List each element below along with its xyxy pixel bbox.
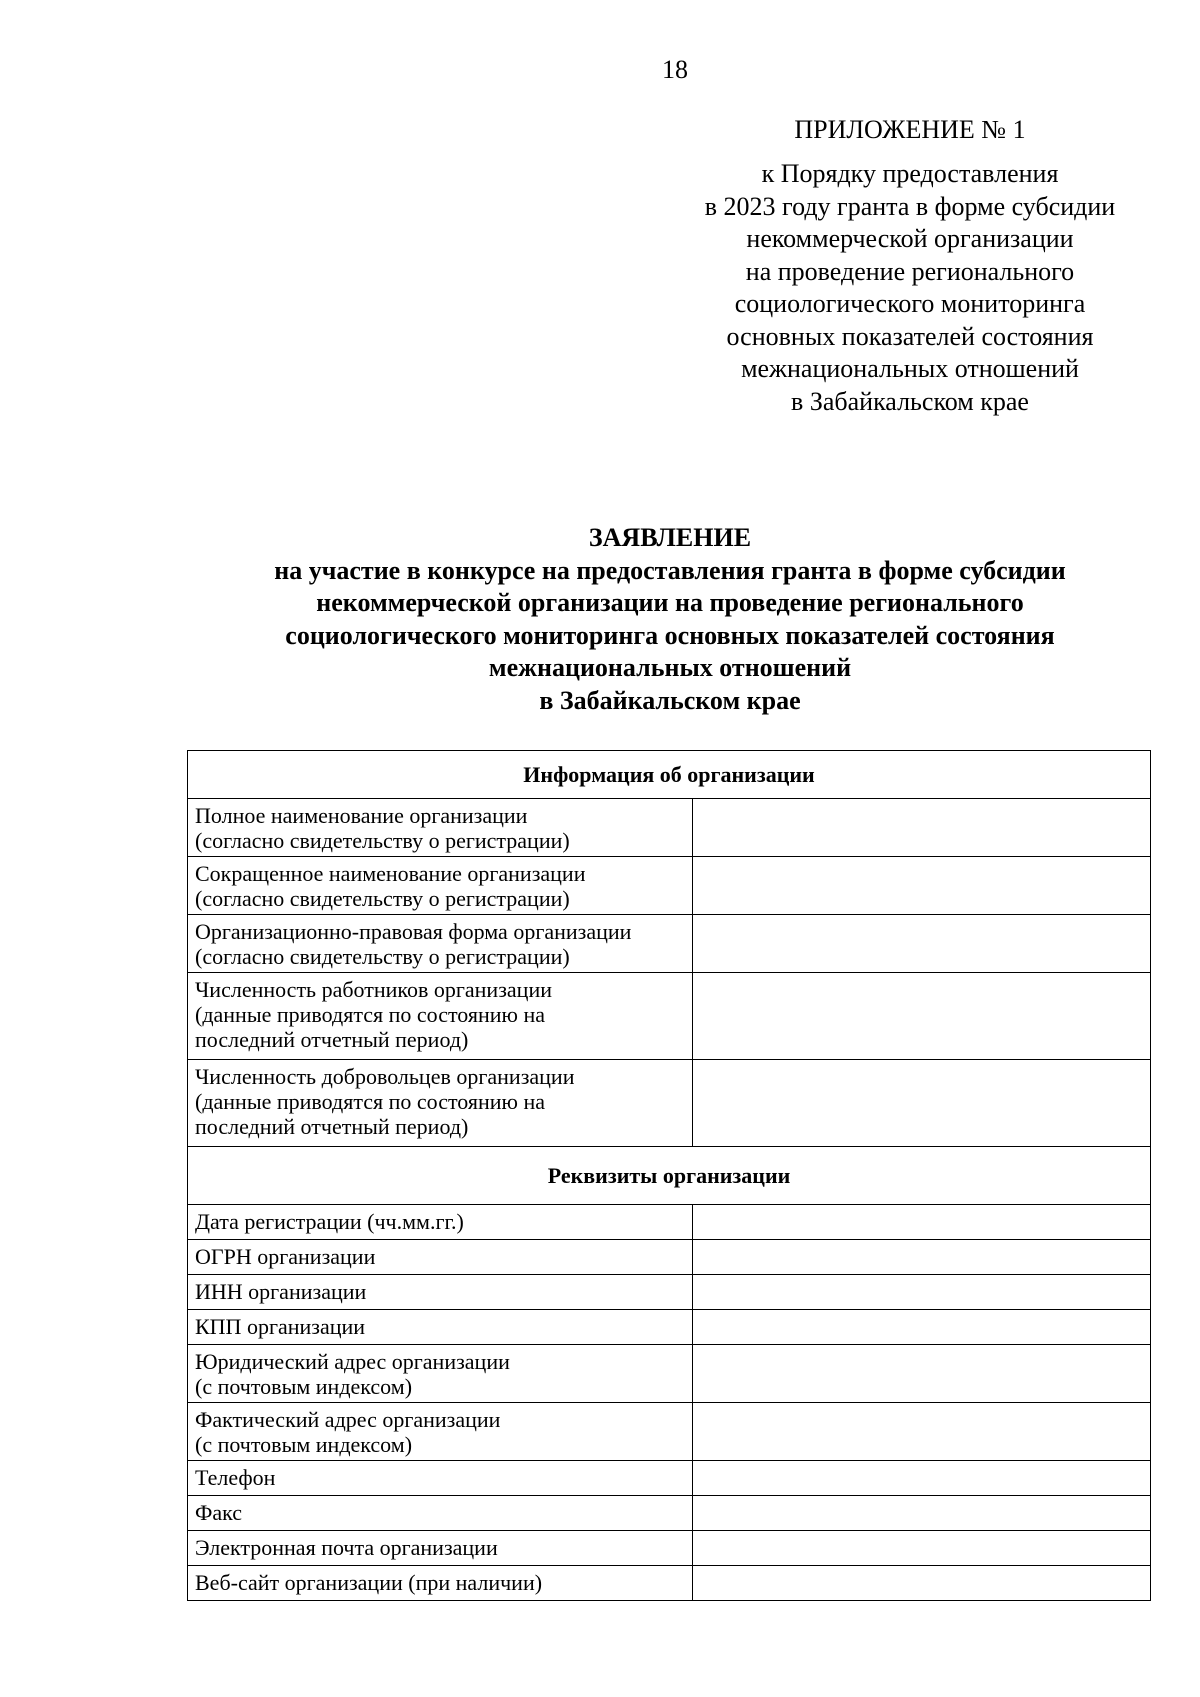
field-label-line: Численность работников организации	[195, 977, 552, 1002]
field-label	[188, 1275, 693, 1310]
field-value-cell[interactable]	[693, 1310, 1151, 1345]
field-value-cell[interactable]	[693, 915, 1151, 973]
table-row	[188, 915, 1151, 973]
statement-subtitle-line: на участие в конкурсе на предоставления гранта в форме субсидии	[274, 555, 1066, 585]
field-value-cell[interactable]	[693, 799, 1151, 857]
field-label-line: (данные приводятся по состоянию на	[195, 1002, 546, 1027]
field-label	[188, 1461, 693, 1496]
appendix-line: в Забайкальском крае	[791, 386, 1029, 416]
field-label	[188, 1240, 693, 1275]
table-row	[188, 1496, 1151, 1531]
table-row	[188, 1403, 1151, 1461]
field-label-line: последний отчетный период)	[195, 1114, 469, 1139]
field-value-cell[interactable]	[693, 1461, 1151, 1496]
table-row	[188, 1205, 1151, 1240]
field-label-line: (с почтовым индексом)	[195, 1432, 413, 1457]
field-label	[188, 1531, 693, 1566]
appendix-line: в 2023 году гранта в форме субсидии	[704, 191, 1116, 221]
field-label-line: (согласно свидетельству о регистрации)	[195, 886, 570, 911]
field-label-line: Численность добровольцев организации	[195, 1064, 575, 1089]
field-label	[188, 1403, 693, 1461]
statement-heading	[170, 522, 1170, 717]
appendix-line: к Порядку предоставления	[761, 159, 1059, 188]
field-label-line: Дата регистрации (чч.мм.гг.)	[195, 1209, 464, 1234]
field-label	[188, 915, 693, 973]
field-label-line: ОГРН организации	[195, 1244, 376, 1269]
field-label-line: Факс	[195, 1500, 243, 1525]
field-label-line: (с почтовым индексом)	[195, 1374, 413, 1399]
field-label	[188, 1496, 693, 1531]
field-label-line: Юридический адрес организации	[195, 1349, 510, 1374]
field-value-cell[interactable]	[693, 1496, 1151, 1531]
table-row	[188, 1275, 1151, 1310]
field-value-cell[interactable]	[693, 1205, 1151, 1240]
field-label-line: последний отчетный период)	[195, 1027, 469, 1052]
section-header-row	[188, 1147, 1151, 1205]
field-value-cell[interactable]	[693, 857, 1151, 915]
field-value-cell[interactable]	[693, 1566, 1151, 1601]
page-number: 18	[662, 55, 688, 84]
field-label	[188, 1060, 693, 1147]
field-label-line: (согласно свидетельству о регистрации)	[195, 944, 570, 969]
field-value-cell[interactable]	[693, 1403, 1151, 1461]
appendix-line: на проведение регионального	[745, 256, 1075, 286]
appendix-line: социологического мониторинга	[734, 289, 1086, 318]
table-row	[188, 1240, 1151, 1275]
field-label	[188, 857, 693, 915]
table-body	[188, 751, 1151, 1601]
table-row	[188, 1310, 1151, 1345]
field-label	[188, 1566, 693, 1601]
field-label-line: (согласно свидетельству о регистрации)	[195, 828, 570, 853]
field-label	[188, 1205, 693, 1240]
table-row	[188, 857, 1151, 915]
field-value-cell[interactable]	[693, 1240, 1151, 1275]
field-value-cell[interactable]	[693, 1345, 1151, 1403]
section-header-info: Информация об организации	[188, 751, 1151, 799]
field-label-line: ИНН организации	[195, 1279, 367, 1304]
appendix-block	[640, 112, 1180, 418]
appendix-line: основных показателей состояния	[726, 321, 1094, 351]
field-label	[188, 1345, 693, 1403]
statement-subtitle-line: в Забайкальском крае	[539, 685, 801, 715]
field-value-cell[interactable]	[693, 1275, 1151, 1310]
statement-title: ЗАЯВЛЕНИЕ	[588, 523, 752, 552]
statement-subtitle-line: межнациональных отношений	[488, 653, 852, 682]
table-row	[188, 1566, 1151, 1601]
field-label	[188, 1310, 693, 1345]
table-row	[188, 799, 1151, 857]
field-value-cell[interactable]	[693, 1060, 1151, 1147]
field-label	[188, 799, 693, 857]
appendix-lines	[640, 158, 1180, 418]
field-label-line: Телефон	[195, 1465, 276, 1490]
section-header-requisites: Реквизиты организации	[188, 1147, 1151, 1205]
organization-info-table	[187, 750, 1151, 1601]
field-label-line: Электронная почта организации	[195, 1535, 498, 1560]
appendix-line: некоммерческой организации	[746, 224, 1074, 253]
field-label-line: Организационно-правовая форма организации	[195, 919, 632, 944]
statement-subtitle-line: социологического мониторинга основных показателей состояния	[285, 620, 1055, 650]
table-row	[188, 1345, 1151, 1403]
field-label-line: (данные приводятся по состоянию на	[195, 1089, 546, 1114]
table-row	[188, 1060, 1151, 1147]
table-row	[188, 1531, 1151, 1566]
statement-subtitle-line: некоммерческой организации на проведение регионального	[316, 588, 1024, 617]
field-label-line: Веб-сайт организации (при наличии)	[195, 1570, 543, 1595]
field-label-line: Сокращенное наименование организации	[195, 861, 586, 886]
field-label	[188, 973, 693, 1060]
section-header-row	[188, 751, 1151, 799]
field-value-cell[interactable]	[693, 973, 1151, 1060]
table-row	[188, 1461, 1151, 1496]
appendix-title: ПРИЛОЖЕНИЕ № 1	[794, 115, 1026, 144]
field-label-line: Полное наименование организации	[195, 803, 528, 828]
field-label-line: Фактический адрес организации	[195, 1407, 501, 1432]
table-row	[188, 973, 1151, 1060]
field-label-line: КПП организации	[195, 1314, 366, 1339]
appendix-line: межнациональных отношений	[741, 354, 1079, 383]
field-value-cell[interactable]	[693, 1531, 1151, 1566]
